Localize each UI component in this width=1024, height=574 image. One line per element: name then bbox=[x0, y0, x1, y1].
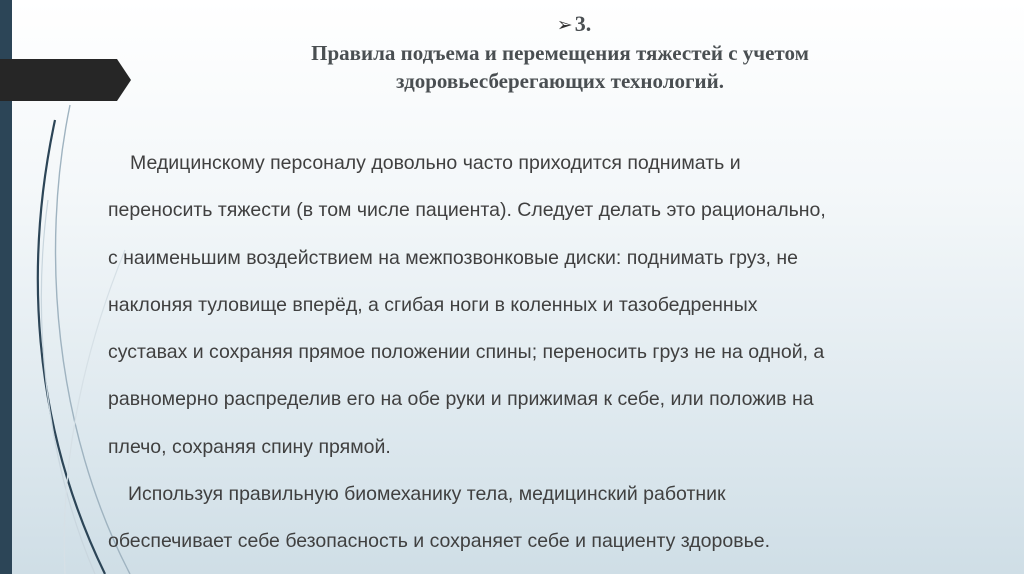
text-line: Используя правильную биомеханику тела, медицинский работник bbox=[128, 483, 726, 506]
slide-title bbox=[150, 10, 970, 95]
text-line: с наименьшим воздействием на межпозвонковые диски: поднимать груз, не bbox=[108, 246, 798, 269]
title-line-2: здоровьесберегающих технологий. bbox=[396, 69, 724, 93]
text-line: Медицинскому персоналу довольно часто приходится поднимать и bbox=[130, 152, 741, 174]
text-line: переносить тяжести (в том числе пациента). Следует делать это рационально, bbox=[108, 199, 826, 222]
body-text bbox=[108, 140, 988, 566]
paragraph-1 bbox=[108, 140, 988, 471]
title-line-1: Правила подъема и перемещения тяжестей с учетом bbox=[311, 41, 809, 65]
text-line: равномерно распределив его на обе руки и прижимая к себе, или положив на bbox=[108, 388, 814, 411]
text-line: суставах и сохраняя прямое положении спины; переносить груз не на одной, а bbox=[108, 341, 825, 364]
text-line: плечо, сохраняя спину прямой. bbox=[108, 435, 391, 458]
text-line: обеспечивает себе безопасность и сохраняет себе и пациенту здоровье. bbox=[108, 530, 771, 553]
text-line: наклоняя туловище вперёд, а сгибая ноги в коленных и тазобедренных bbox=[108, 293, 758, 316]
arrow-bullet-icon: ➢ bbox=[556, 14, 573, 36]
slide-number: ➢3. bbox=[556, 11, 592, 36]
paragraph-2 bbox=[108, 471, 988, 566]
arrow-tab-shape bbox=[0, 59, 131, 101]
